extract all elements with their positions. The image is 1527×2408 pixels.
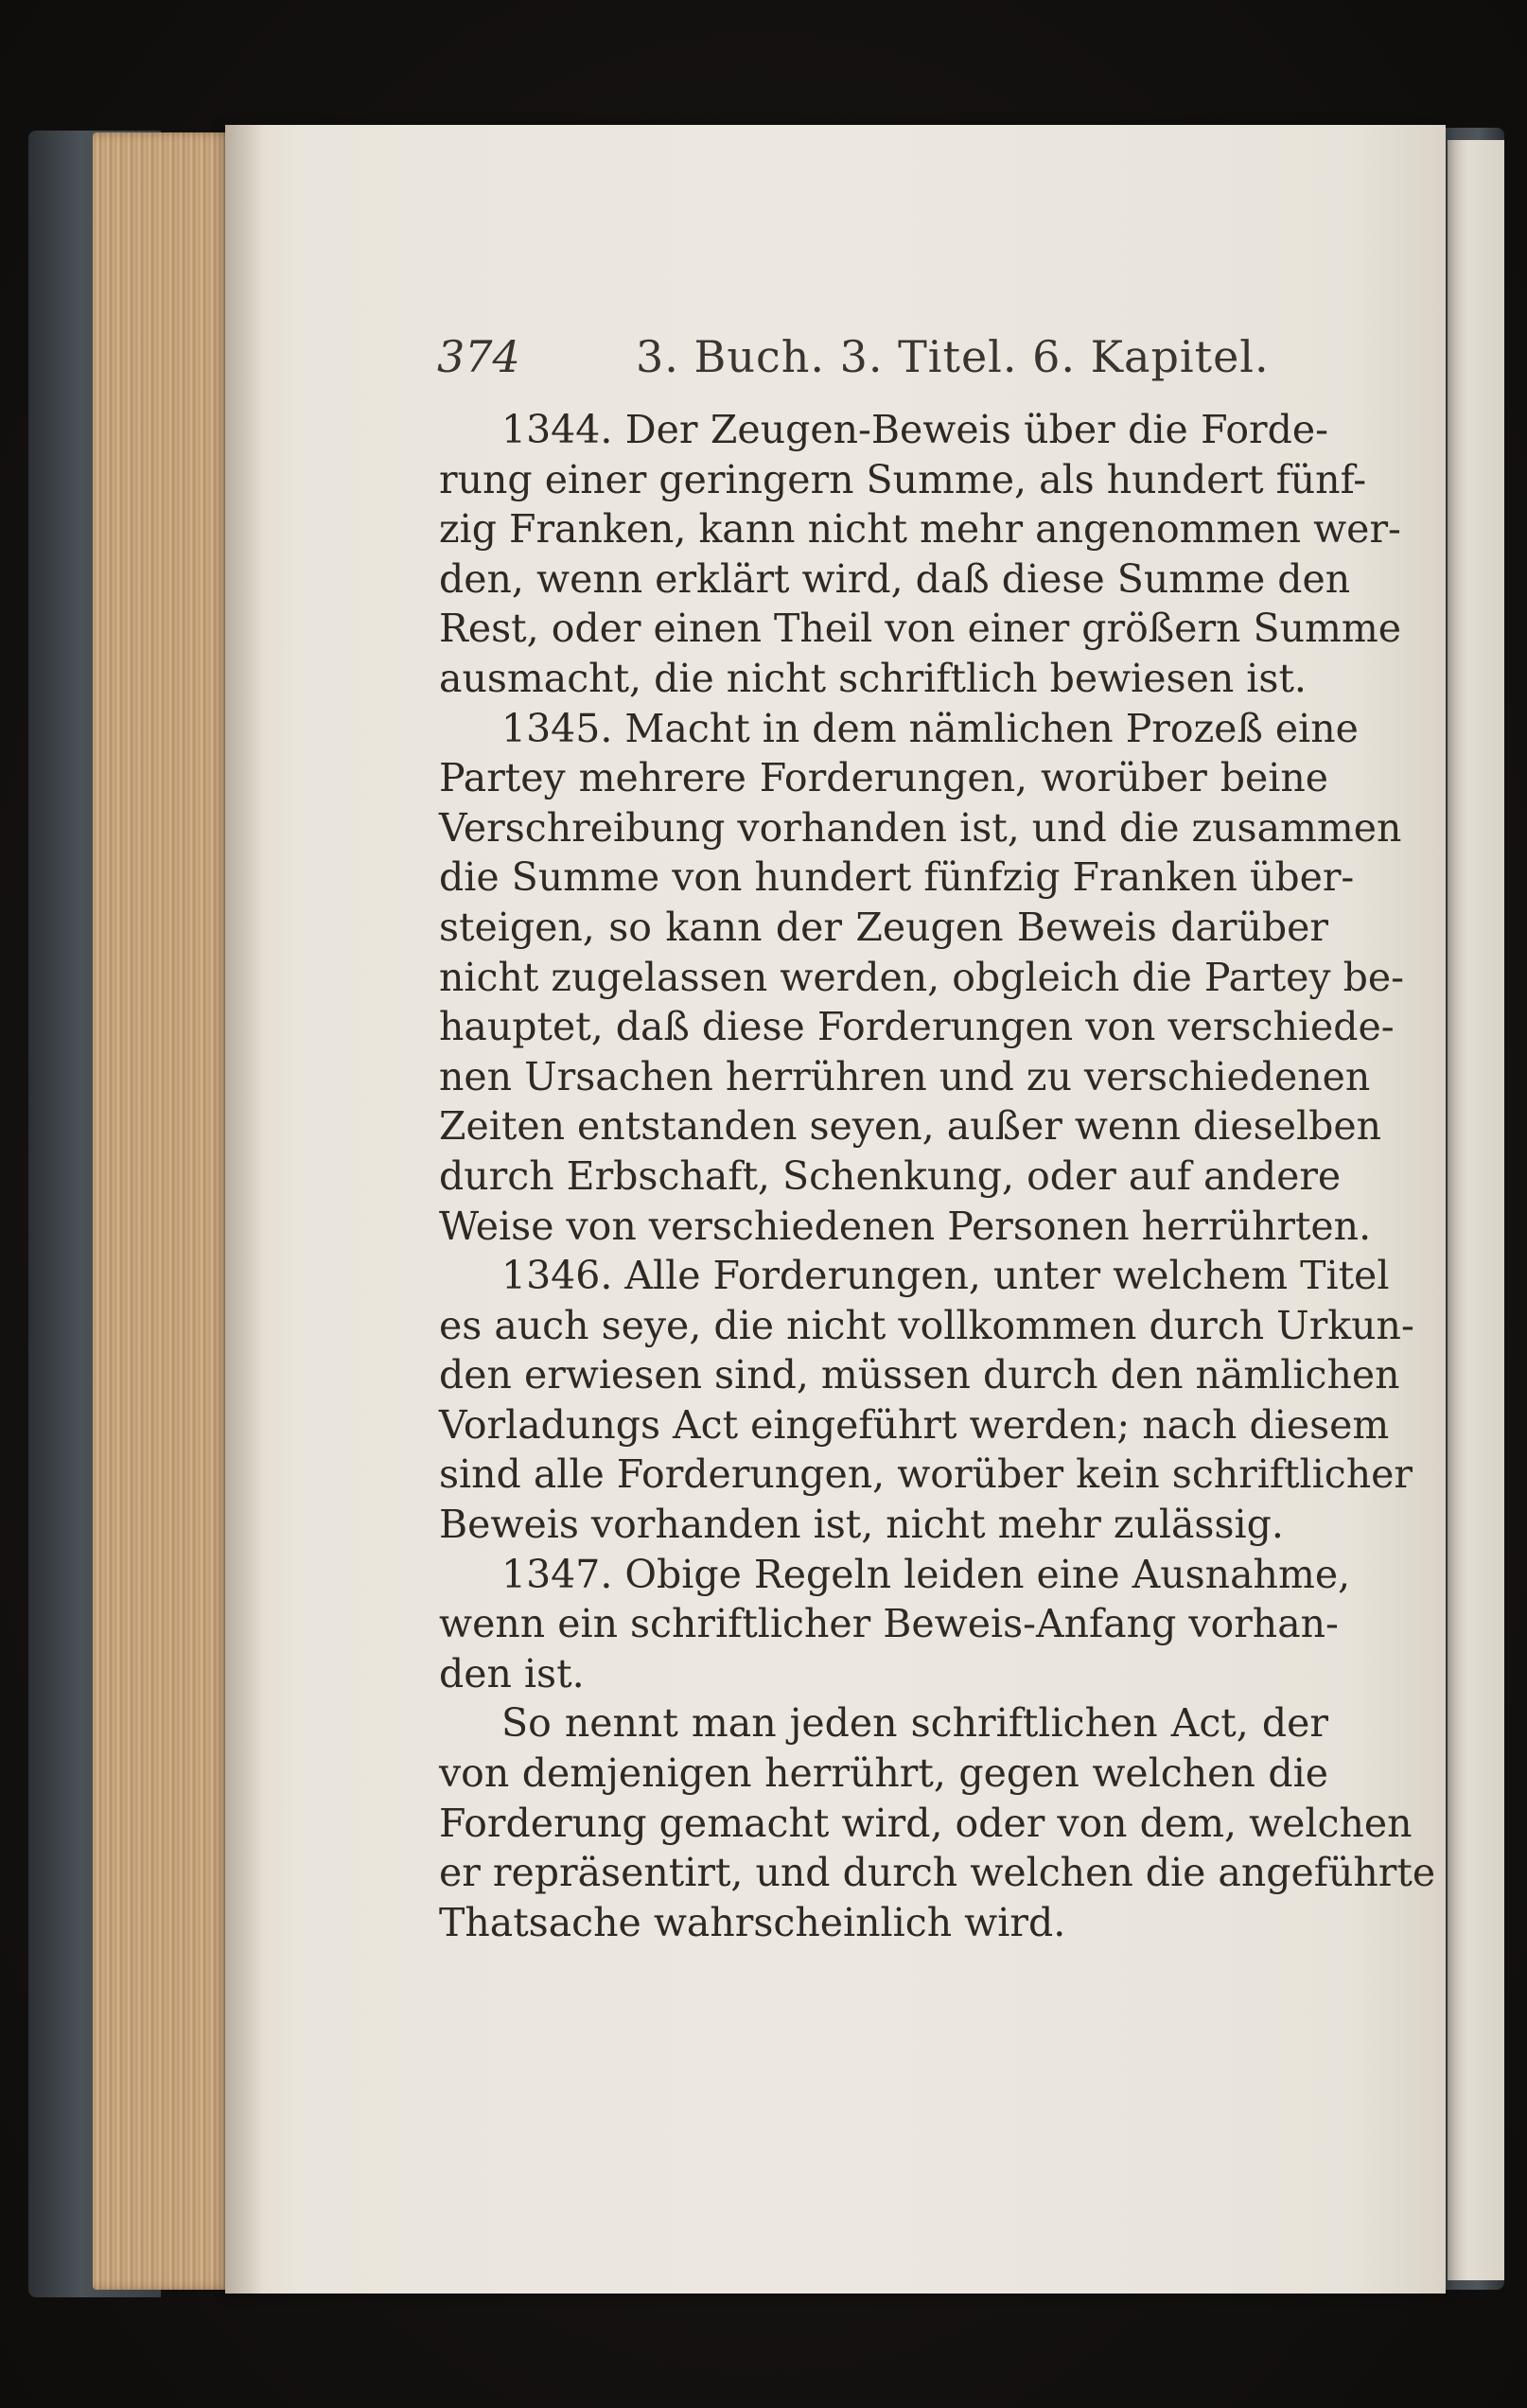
text-line: den erwiesen sind, müssen durch den nämlichen [439, 1352, 1400, 1398]
text-line: steigen, so kann der Zeugen Beweis darüber [439, 904, 1328, 950]
text-line: es auch seye, die nicht vollkommen durch Urkun- [439, 1302, 1414, 1348]
text-line: die Summe von hundert fünfzig Franken über- [439, 854, 1355, 901]
gutter-shadow [225, 125, 263, 2294]
body-text [439, 405, 1436, 1947]
running-title: 3. Buch. 3. Titel. 6. Kapitel. [636, 331, 1270, 382]
page-number: 374 [437, 331, 520, 382]
text-line: wenn ein schriftlicher Beweis-Anfang vorhan- [439, 1601, 1339, 1647]
page-edges [93, 132, 235, 2290]
text-line: sind alle Forderungen, worüber kein schriftlicher [439, 1451, 1413, 1498]
text-line: 1346. Alle Forderungen, unter welchem Titel [501, 1253, 1390, 1299]
text-line: Zeiten entstanden seyen, außer wenn dieselben [439, 1103, 1381, 1150]
text-line: rung einer geringern Summe, als hundert fünf- [439, 456, 1367, 502]
text-line: hauptet, daß diese Forderungen von verschiede- [439, 1004, 1395, 1050]
text-line: Forderung gemacht wird, oder von dem, welchen [439, 1800, 1413, 1846]
text-line: von demjenigen herrührt, gegen welchen die [439, 1750, 1328, 1797]
text-line: Weise von verschiedenen Personen herrührten. [439, 1203, 1372, 1249]
text-line: 1345. Macht in dem nämlichen Prozeß eine [501, 705, 1359, 751]
text-line: Thatsache wahrscheinlich wird. [439, 1899, 1066, 1945]
text-line: den, wenn erklärt wird, daß diese Summe den [439, 555, 1351, 602]
text-line: durch Erbschaft, Schenkung, oder auf andere [439, 1152, 1342, 1199]
text-line: Vorladungs Act eingeführt werden; nach diesem [439, 1401, 1390, 1448]
text-line: Rest, oder einen Theil von einer größern Summe [439, 606, 1401, 652]
text-line: So nennt man jeden schriftlichen Act, der [501, 1700, 1328, 1747]
text-line: ausmacht, die nicht schriftlich bewiesen ist. [439, 655, 1307, 701]
text-line: nicht zugelassen werden, obgleich die Partey be- [439, 954, 1404, 1000]
text-line: er repräsentirt, und durch welchen die angeführte [439, 1850, 1436, 1896]
text-line: 1344. Der Zeugen-Beweis über die Forde- [501, 407, 1328, 452]
text-line: Partey mehrere Forderungen, worüber beine [439, 755, 1328, 801]
text-line: den ist. [439, 1650, 585, 1696]
facing-page-edge [1448, 140, 1504, 2280]
text-line: zig Franken, kann nicht mehr angenommen wer- [439, 506, 1401, 553]
text-line: nen Ursachen herrühren und zu verschiedenen [439, 1053, 1371, 1099]
text-line: 1347. Obige Regeln leiden eine Ausnahme, [501, 1551, 1351, 1597]
text-line: Beweis vorhanden ist, nicht mehr zulässig. [439, 1502, 1284, 1548]
running-head [437, 324, 1270, 390]
text-line: Verschreibung vorhanden ist, und die zusammen [439, 804, 1402, 851]
